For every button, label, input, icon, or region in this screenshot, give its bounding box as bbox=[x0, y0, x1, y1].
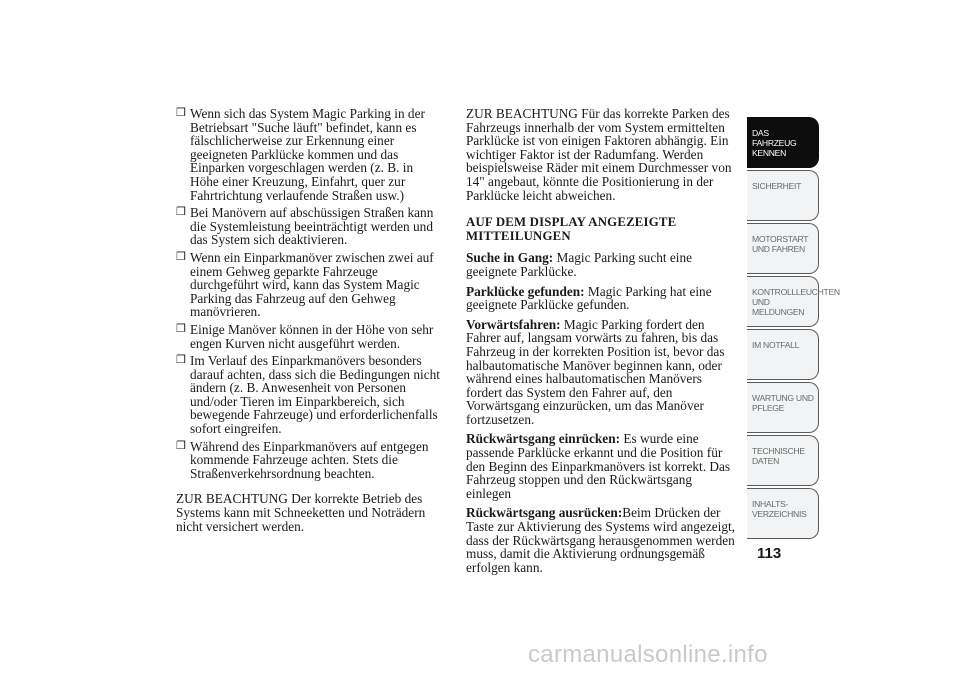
section-heading: AUF DEM DISPLAY ANGEZEIGTE MITTEILUNGEN bbox=[466, 215, 677, 243]
bullet-item bbox=[176, 354, 444, 436]
message-entry bbox=[466, 506, 740, 574]
bullet-item bbox=[176, 206, 444, 247]
tab-das-fahrzeug-kennen[interactable]: DAS FAHRZEUG KENNEN bbox=[747, 117, 819, 168]
tab-motorstart-und-fahren[interactable]: MOTORSTART UND FAHREN bbox=[747, 223, 819, 274]
bullet-box-icon: ❒ bbox=[176, 322, 186, 335]
message-text: Magic Parking hat eine geeignete Parklücke gefunden. bbox=[466, 283, 712, 313]
message-term: Rückwärtsgang ausrücken: bbox=[466, 505, 623, 521]
message-term: Vorwärtsfahren: bbox=[466, 316, 561, 332]
bullet-text: Wenn sich das System Magic Parking in der Betriebsart "Suche läuft" befindet, kann es fälschlicherweise zur Erkennung einer geeigneten Parklücke kommen und das Einparken vorgeschlagen werden (z. B. in Höhe einer Kreuzung, Einfahrt, quer zur Fahrtrichtung verlaufende Straßen usw.) bbox=[190, 106, 425, 203]
message-text: Es wurde eine passende Parklücke erkannt und die Position für den Beginn des Einparkmanövers ist korrekt. Das Fahrzeug stoppen und den Rückwärtsgang einlegen bbox=[466, 431, 731, 501]
bullet-box-icon: ❒ bbox=[176, 250, 186, 263]
bullet-item bbox=[176, 323, 444, 350]
right-note: ZUR BEACHTUNG Für das korrekte Parken des Fahrzeugs innerhalb der vom System ermittelten Parklücke ist von einigen Faktoren abhängig. Ein wichtiger Faktor ist der Radumfang. Werden beispielsweise Räder mit einem Durchmesser von 14" angebaut, könnte die Positionierung in der Parklücke leicht abweichen. bbox=[466, 106, 732, 203]
tab-inhaltsverzeichnis[interactable]: INHALTS-VERZEICHNIS bbox=[747, 488, 819, 539]
message-term: Rückwärtsgang einrücken: bbox=[466, 431, 621, 447]
bullet-item bbox=[176, 251, 444, 319]
bullet-box-icon: ❒ bbox=[176, 354, 186, 367]
bullet-text: Wenn ein Einparkmanöver zwischen zwei auf einem Gehweg geparkte Fahrzeuge durchgeführt wird, kann das System Magic Parking das Fahrzeug auf den Gehweg manövrieren. bbox=[190, 249, 434, 320]
bullet-box-icon: ❒ bbox=[176, 107, 186, 119]
message-entry bbox=[466, 251, 740, 278]
watermark: carmanualsonline.info bbox=[528, 641, 768, 668]
message-entry bbox=[466, 318, 740, 427]
bullet-item bbox=[176, 440, 444, 481]
message-entry bbox=[466, 432, 740, 500]
message-text: Beim Drücken der Taste zur Aktivierung des Systems wird angezeigt, dass der Rückwärtsgang herausgenommen werden muss, damit die Aktivierung ordnungsgemäß erfolgen kann. bbox=[466, 505, 736, 575]
message-text: Magic Parking fordert den Fahrer auf, langsam vorwärts zu fahren, bis das Fahrzeug in der korrekten Position ist, bevor das halbautomatische Manöver beginnen kann, oder während eines halbautomatischen Manövers fordert das System den Fahrer auf, den Vorwärtsgang einzurücken, um das Manöver fortzusetzen. bbox=[466, 316, 725, 427]
bullet-text: Bei Manövern auf abschüssigen Straßen kann die Systemleistung beeinträchtigt werden und das System sich deaktivieren. bbox=[190, 205, 434, 248]
bullet-text: Während des Einparkmanövers auf entgegen kommende Fahrzeuge achten. Stets die Straßenverkehrsordnung beachten. bbox=[190, 438, 429, 481]
message-term: Suche in Gang: bbox=[466, 250, 554, 266]
bullet-text: Im Verlauf des Einparkmanövers besonders darauf achten, dass sich die Bedingungen nicht ändern (z. B. Anwesenheit von Personen und/oder Tieren im Einparkbereich, sich bewegende Fahrzeuge) und erforderlichenfalls sofort eingreifen. bbox=[190, 353, 440, 437]
bullet-item bbox=[176, 107, 444, 202]
bullet-text: Einige Manöver können in der Höhe von sehr engen Kurven nicht ausgeführt werden. bbox=[190, 321, 434, 351]
bullet-box-icon: ❒ bbox=[176, 439, 186, 452]
page-number: 113 bbox=[757, 545, 782, 562]
tab-wartung-und-pflege[interactable]: WARTUNG UND PFLEGE bbox=[747, 382, 819, 433]
tab-sicherheit[interactable]: SICHERHEIT bbox=[747, 170, 819, 221]
tab-technische-daten[interactable]: TECHNISCHE DATEN bbox=[747, 435, 819, 486]
message-term: Parklücke gefunden: bbox=[466, 283, 585, 299]
bullet-box-icon: ❒ bbox=[176, 206, 186, 219]
right-column bbox=[466, 107, 740, 574]
message-text: Magic Parking sucht eine geeignete Parklücke. bbox=[466, 250, 693, 279]
tab-im-notfall[interactable]: IM NOTFALL bbox=[747, 329, 819, 380]
left-column bbox=[176, 107, 444, 533]
tab-kontrollleuchten-und-meldungen[interactable]: KONTROLLLEUCHTEN UND MELDUNGEN bbox=[747, 276, 819, 327]
left-note: ZUR BEACHTUNG Der korrekte Betrieb des Systems kann mit Schneeketten und Noträdern nicht versichert werden. bbox=[176, 491, 426, 534]
section-tabs bbox=[747, 117, 840, 541]
message-entry bbox=[466, 285, 740, 312]
